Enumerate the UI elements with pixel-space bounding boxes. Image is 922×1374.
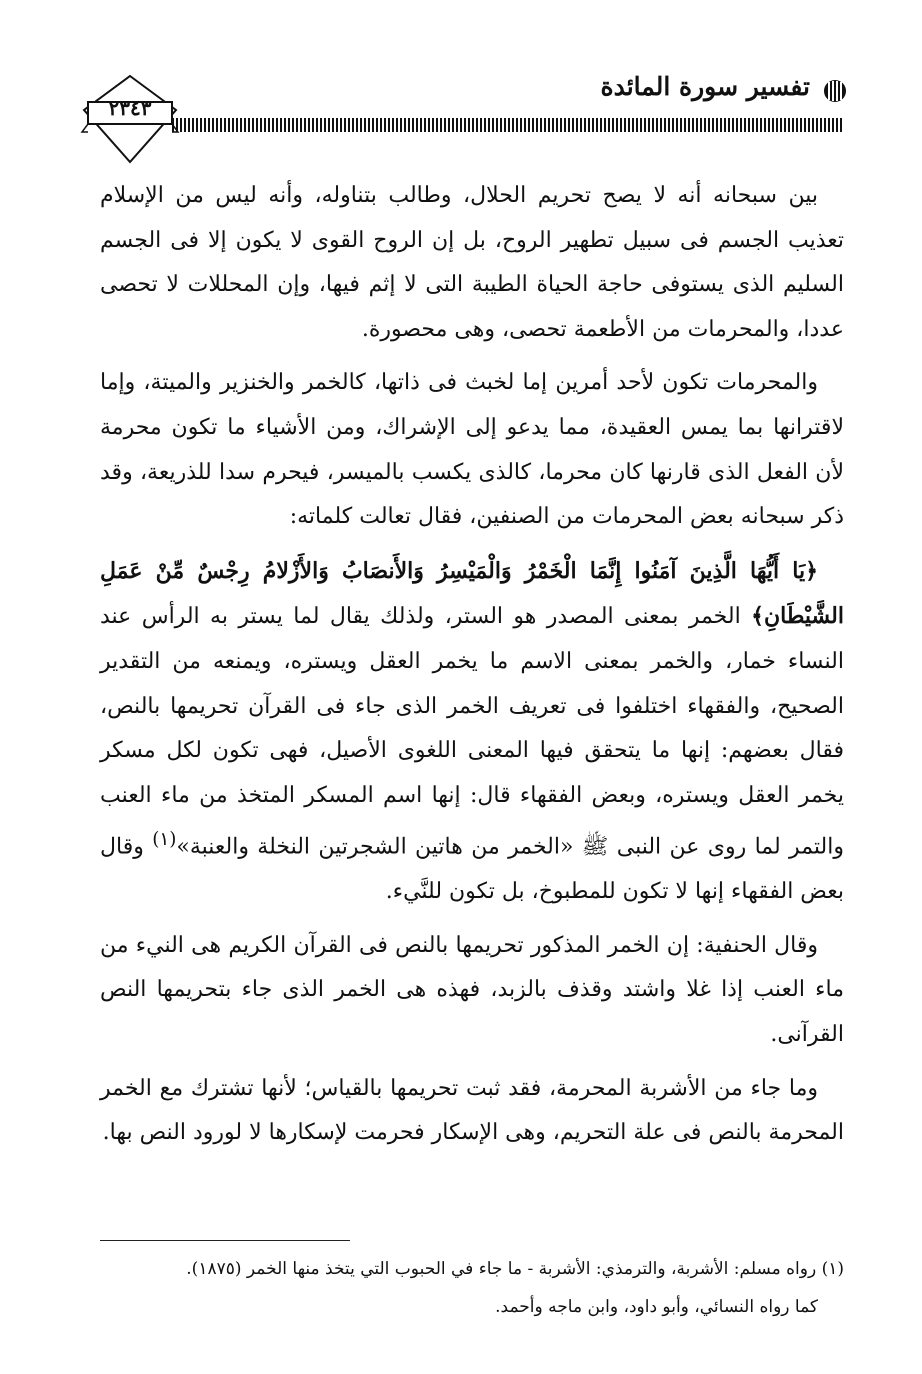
paragraph-4: وقال الحنفية: إن الخمر المذكور تحريمها بالنص فى القرآن الكريم هى النيء من ماء العنب إذا غلا واشتد وقذف بالزبد، فهذه هى الخمر الذى جاء بتحريمها النص القرآنى.: [100, 932, 844, 1048]
page-number: ٢٣٤٣: [108, 96, 152, 120]
header-rule: [172, 118, 844, 132]
page-number-badge: [80, 72, 180, 168]
paragraph-2: والمحرمات تكون لأحد أمرين إما لخبث فى ذاتها، كالخمر والخنزير والميتة، وإما لاقترانها بما يمس العقيدة، مما يدعو إلى الإشراك، ومن الأشياء ما تكون محرمة لأن الفعل الذى قارنها كان محرما، كالذى يكسب بالميسر، فيحرم سدا للذريعة، وقد ذكر سبحانه بعض المحرمات من الصنفين، فقال تعالت كلماته:: [100, 370, 844, 530]
footnote-separator: [100, 1240, 350, 1241]
body-text: [100, 174, 844, 1156]
paragraph-3-text: الخمر بمعنى المصدر هو الستر، ولذلك يقال لما يستر به الرأس عند النساء خمار، والخمر بمعنى الاسم ما يخمر العقل ويستره، ويمنعه من التقدير الصحيح، والفقهاء اختلفوا فى تعريف الخمر الذى جاء فى القرآن تحريمها بالنص، فقال بعضهم: إنها ما يتحقق فيها المعنى اللغوى الأصيل، فهى تكون لكل مسكر يخمر العقل ويستره، وبعض الفقهاء قال: إنها اسم المسكر المتخذ من ماء العنب والتمر لما روى عن النبى ﷺ «الخمر من هاتين الشجرتين النخلة والعنبة»: [100, 604, 844, 860]
footnote-1: (١) رواه مسلم: الأشربة، والترمذي: الأشربة - ما جاء في الحبوب التي يتخذ منها الخمر (١٨٧٥).: [186, 1259, 844, 1279]
footnote-1-continued: كما رواه النسائي، وأبو داود، وابن ماجه وأحمد.: [495, 1297, 818, 1317]
footnote-ref: (١): [152, 829, 177, 851]
paragraph-5: وما جاء من الأشربة المحرمة، فقد ثبت تحريمها بالقياس؛ لأنها تشترك مع الخمر المحرمة بالنص فى علة التحريم، وهى الإسكار فحرمت لإسكارها لا لورود النص بها.: [100, 1075, 844, 1146]
paragraph-3-text-end: وقال بعض الفقهاء إنها لا تكون للمطبوخ، بل تكون للنَّيء.: [100, 834, 844, 905]
footnotes: [100, 1250, 844, 1326]
ornament-icon: [822, 78, 848, 104]
chapter-title: تفسير سورة المائدة: [600, 72, 810, 101]
quran-verse: ﴿يَا أَيُّهَا الَّذِينَ آمَنُوا إِنَّمَا الْخَمْرُ وَالْمَيْسِرُ وَالأَنصَابُ وَالأَزْلامُ رِجْسٌ مِّنْ عَمَلِ الشَّيْطَانِ﴾: [100, 557, 844, 630]
paragraph-1: بين سبحانه أنه لا يصح تحريم الحلال، وطالب بتناوله، وأنه ليس من الإسلام تعذيب الجسم فى سبيل تطهير الروح، بل إن الروح القوى لا يكون إلا فى الجسم السليم الذى يستوفى حاجة الحياة الطيبة التى لا إثم فيها، وإن المحللات لا تحصى عددا، والمحرمات من الأطعمة تحصى، وهى محصورة.: [100, 183, 844, 342]
paragraph-3: [100, 549, 844, 915]
